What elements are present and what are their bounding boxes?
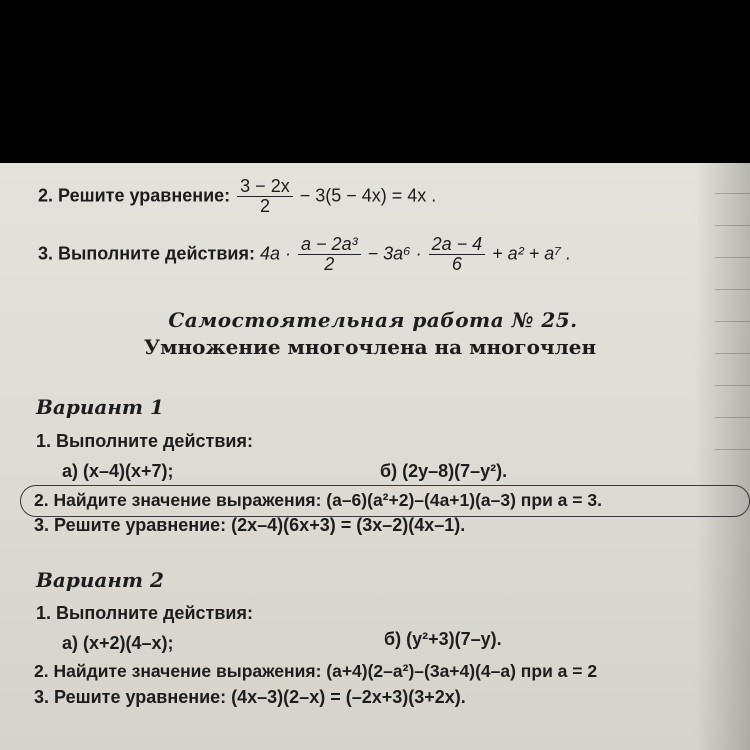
header-task-2-fraction	[237, 177, 293, 216]
variant-2-title: Вариант 2	[36, 568, 164, 592]
header-task-3	[38, 235, 571, 274]
variant-2-task-3: 3. Решите уравнение: (4x–3)(2–x) = (–2x+3)(3+2x).	[34, 687, 466, 707]
work-subtitle: Умножение многочлена на многочлен	[143, 335, 597, 359]
header-task-3-fraction-2	[429, 235, 486, 274]
variant-1-task-3: 3. Решите уравнение: (2x–4)(6x+3) = (3x–2)(4x–1).	[34, 515, 466, 535]
fraction-denominator: 6	[451, 254, 462, 274]
fraction-denominator: 2	[259, 196, 270, 216]
work-title: Самостоятельная работа № 25.	[168, 308, 578, 332]
header-task-3-fraction-1	[298, 235, 361, 274]
header-task-2-prefix: 2. Решите уравнение:	[38, 185, 231, 206]
variant-1-task-2: 2. Найдите значение выражения: (a–6)(a²+2)–(4a+1)(a–3) при a = 3.	[34, 490, 602, 510]
textbook-page	[0, 163, 750, 750]
header-task-3-lead: 4a ·	[259, 243, 292, 264]
fraction-numerator: a − 2a³	[298, 235, 361, 255]
variant-1-task-1: 1. Выполните действия:	[36, 431, 253, 451]
variant-2-task-1b: б) (y²+3)(7–y).	[384, 629, 502, 649]
header-task-2-suffix: − 3(5 − 4x) = 4x .	[299, 185, 437, 206]
variant-2-task-1a: а) (x+2)(4–x);	[62, 633, 174, 653]
header-task-3-mid: − 3a⁶ ·	[367, 243, 422, 264]
variant-1-task-1b: б) (2y–8)(7–y²).	[380, 461, 508, 481]
variant-2-task-1: 1. Выполните действия:	[36, 603, 253, 623]
fraction-denominator: 2	[324, 254, 335, 274]
header-task-3-suffix: + a² + a⁷ .	[492, 243, 572, 264]
fraction-numerator: 2a − 4	[429, 235, 486, 255]
variant-1-title: Вариант 1	[36, 395, 164, 419]
variant-2-task-2: 2. Найдите значение выражения: (a+4)(2–a²)–(3a+4)(4–a) при a = 2	[34, 661, 598, 681]
variant-1-task-1a: а) (x–4)(x+7);	[62, 461, 174, 481]
header-task-2	[38, 177, 436, 216]
fraction-numerator: 3 − 2x	[237, 177, 293, 197]
header-task-3-prefix: 3. Выполните действия:	[38, 243, 255, 264]
page-edge-shadow	[695, 163, 750, 750]
